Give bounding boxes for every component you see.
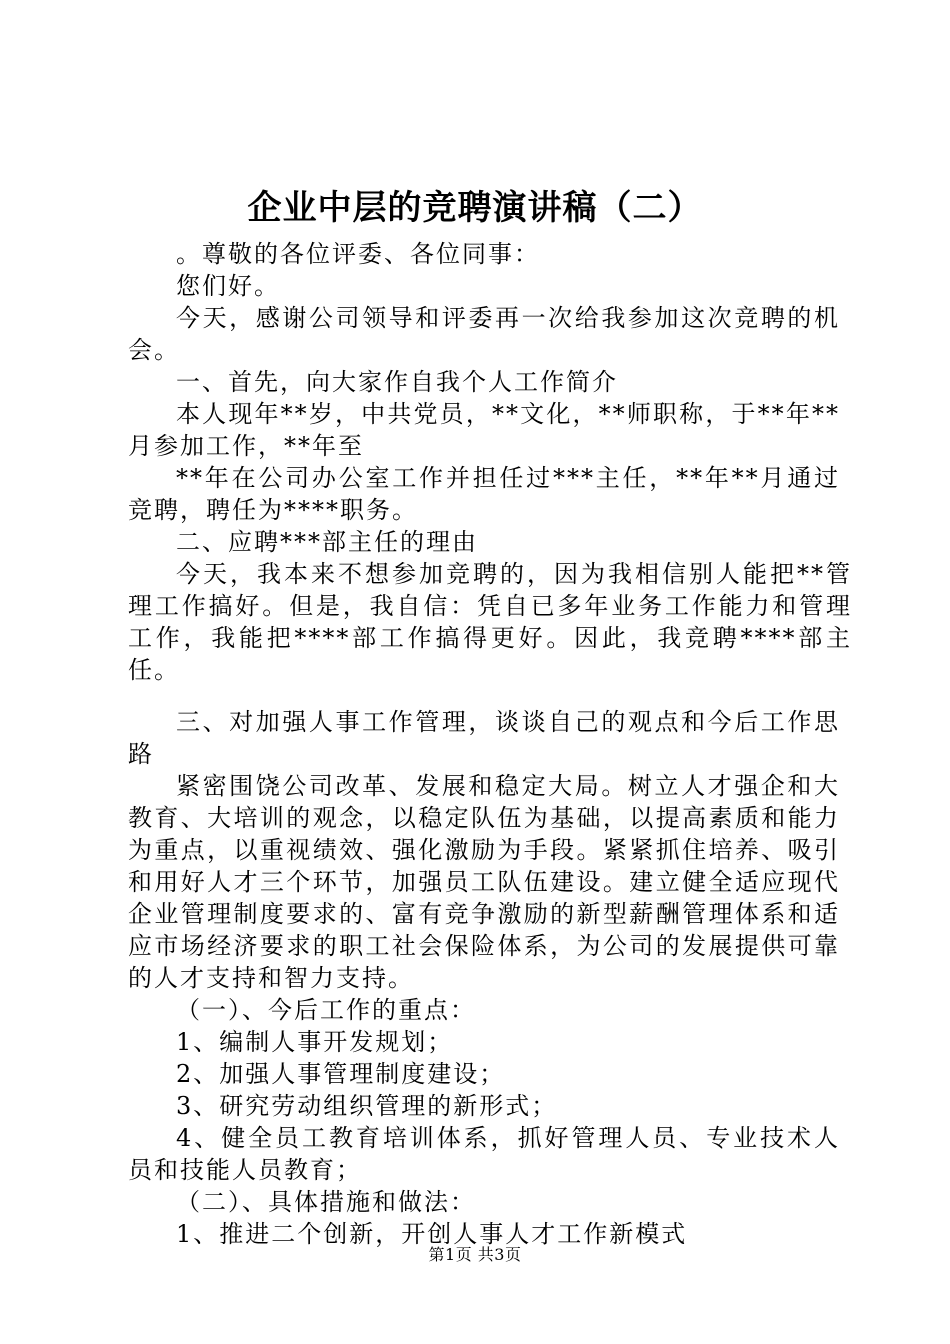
list-item: 2、加强人事管理制度建设； (176, 1060, 506, 1088)
salutation: 。尊敬的各位评委、各位同事： (176, 240, 540, 268)
paragraph-reason: 今天，我本来不想参加竞聘的，因为我相信别人能把**管理工作搞好。但是，我自信：凭自已多年业务工作能力和管理工作，我能把****部工作搞得更好。因此，我竞聘****部主任。 (128, 560, 852, 684)
document-title: 企业中层的竞聘演讲稿（二） (247, 188, 703, 228)
subsection-heading-1: （一）、今后工作的重点： (176, 996, 476, 1024)
list-item: 4、健全员工教育培训体系，抓好管理人员、专业技术人员和技能人员教育； (128, 1124, 840, 1184)
subsection-heading-2: （二）、具体措施和做法： (176, 1188, 476, 1216)
section-heading-2: 二、应聘***部主任的理由 (176, 528, 478, 556)
greeting: 您们好。 (176, 272, 280, 300)
list-item: 1、编制人事开发规划； (176, 1028, 454, 1056)
page-footer: 第1页 共3页 (428, 1245, 522, 1264)
list-item: 3、研究劳动组织管理的新形式； (176, 1092, 558, 1120)
paragraph-strategy: 紧密围饶公司改革、发展和稳定大局。树立人才强企和大教育、大培训的观念，以稳定队伍为基础，以提高素质和能力为重点，以重视绩效、强化激励为手段。紧紧抓住培养、吸引和用好人才三个环节，加强员工队伍建设。建立健全适应现代企业管理制度要求的、富有竞争激励的新型薪酬管理体系和适应市场经济要求的职工社会保险体系，为公司的发展提供可靠的人才支持和智力支持。 (128, 772, 840, 992)
document-body (128, 238, 852, 1250)
paragraph-gap (128, 686, 840, 706)
section-heading-1: 一、首先，向大家作自我个人工作简介 (176, 368, 618, 396)
list-item: 1、推进二个创新，开创人事人才工作新模式 (176, 1220, 688, 1248)
paragraph-history: **年在公司办公室工作并担任过***主任，**年**月通过竞聘，聘任为****职务。 (128, 464, 840, 524)
paragraph-intro: 本人现年**岁，中共党员，**文化，**师职称，于**年**月参加工作，**年至 (128, 400, 840, 460)
paragraph-thanks: 今天，感谢公司领导和评委再一次给我参加这次竞聘的机会。 (128, 304, 840, 364)
section-heading-3: 三、对加强人事工作管理，谈谈自己的观点和今后工作思路 (128, 708, 840, 768)
